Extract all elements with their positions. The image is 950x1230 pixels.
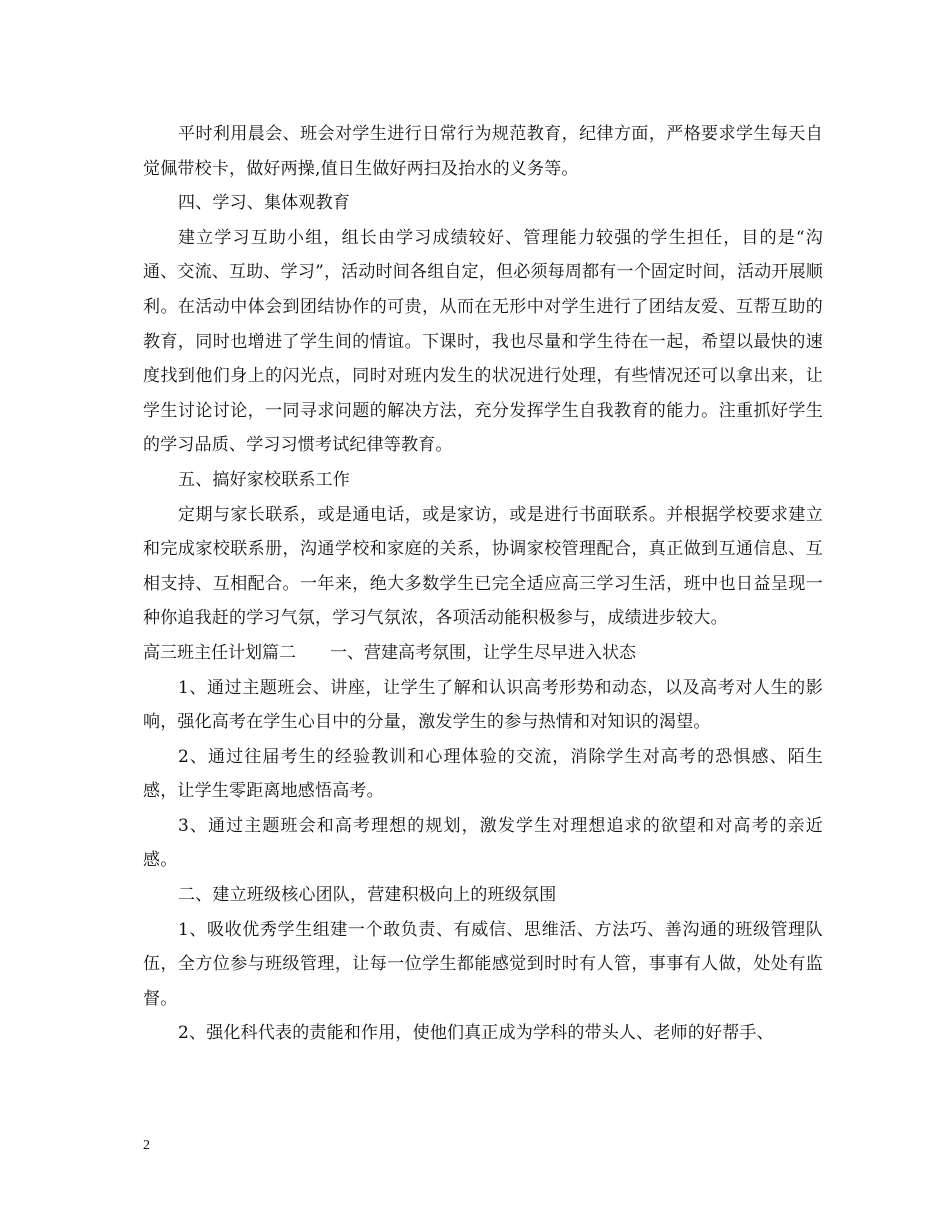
section-heading-home-school: 五、搞好家校联系工作 (178, 469, 350, 490)
page-number: 2 (143, 1138, 150, 1153)
list-item-core-2: 2、强化科代表的责能和作用，使他们真正成为学科的带头人、老师的好帮手、 (178, 1023, 774, 1044)
paragraph-study-groups: 建立学习互助小组，组长由学习成绩较好、管理能力较强的学生担任，目的是“沟通、交流、互助、学习”，活动时间各组自定，但必须每周都有一个固定时间，活动开展顺利。在活动中体会到团结协作的可贵，从而在无形中对学生进行了团结友爱、互帮互助的教育，同时也增进了学生间的情谊。下课时，我也尽量和学生待在一起，希望以最快的速度找到他们身上的闪光点，同时对班内发生的状况进行处理，有些情况还可以拿出来，让学生讨论讨论，一同寻求问题的解决方法，充分发挥学生自我教育的能力。注重抓好学生的学习品质、学习习惯考试纪律等教育。 (143, 227, 823, 456)
section-heading-core-team: 二、建立班级核心团队，营建积极向上的班级氛围 (178, 885, 557, 906)
section-heading-study: 四、学习、集体观教育 (178, 193, 350, 214)
list-item-3: 3、通过主题班会和高考理想的规划，激发学生对理想追求的欲望和对高考的亲近感。 (143, 815, 823, 871)
plan-title-line: 高三班主任计划篇二 一、营建高考氛围，让学生尽早进入状态 (143, 642, 636, 663)
document-body (143, 117, 823, 1051)
paragraph-discipline: 平时利用晨会、班会对学生进行日常行为规范教育，纪律方面，严格要求学生每天自觉佩带校卡，做好两操,值日生做好两扫及抬水的义务等。 (143, 124, 823, 179)
paragraph-home-school: 定期与家长联系，或是通电话，或是家访，或是进行书面联系。并根据学校要求建立和完成家校联系册，沟通学校和家庭的关系，协调家校管理配合，真正做到互通信息、互相支持、互相配合。一年来，绝大多数学生已完全适应高三学习生活，班中也日益呈现一种你追我赶的学习气氛，学习气氛浓，各项活动能积极参与，成绩进步较大。 (143, 504, 823, 629)
list-item-2: 2、通过往届考生的经验教训和心理体验的交流，消除学生对高考的恐惧感、陌生感，让学生零距离地感悟高考。 (143, 746, 823, 802)
list-item-core-1: 1、吸收优秀学生组建一个敢负责、有威信、思维活、方法巧、善沟通的班级管理队伍，全方位参与班级管理，让每一位学生都能感觉到时时有人管，事事有人做，处处有监督。 (143, 919, 823, 1009)
list-item-1: 1、通过主题班会、讲座，让学生了解和认识高考形势和动态，以及高考对人生的影响，强化高考在学生心目中的分量，激发学生的参与热情和对知识的渴望。 (143, 677, 823, 733)
